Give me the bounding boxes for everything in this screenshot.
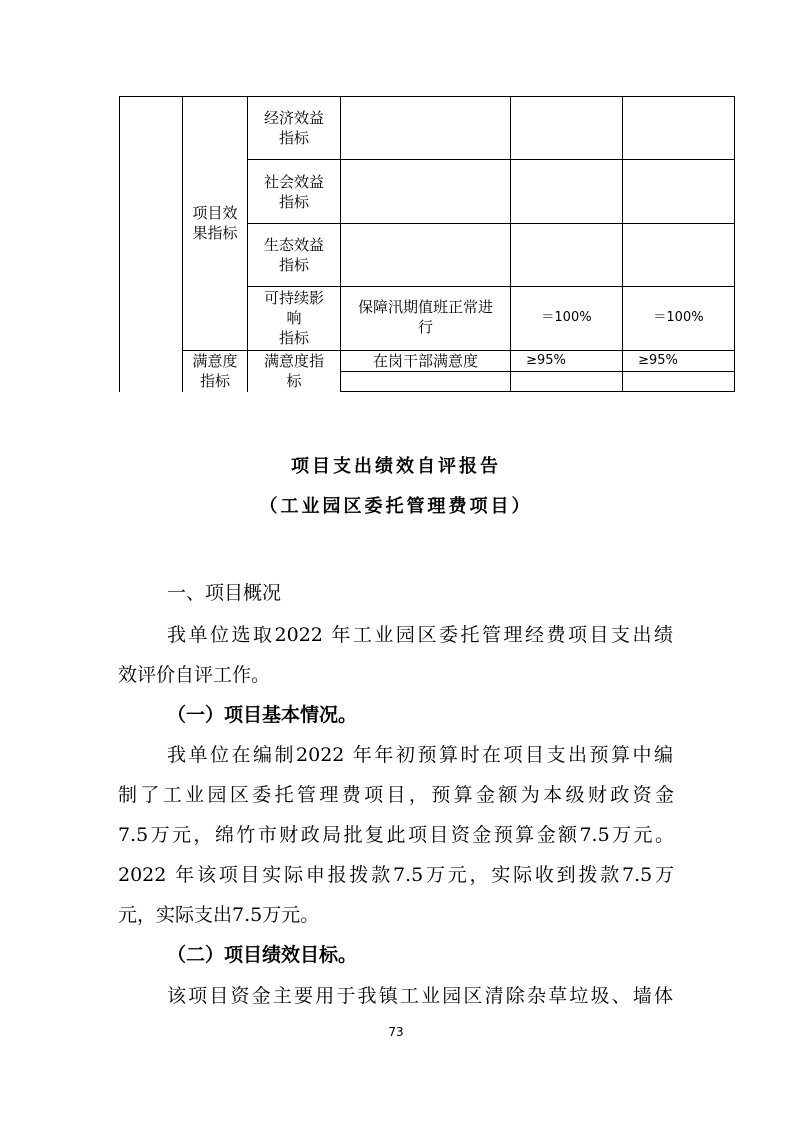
paragraph-2-line-5: 元，实际支出7.5万元。 [118,904,320,926]
satisfaction-target: ≥95% [526,353,566,368]
paragraph-3-line-1: 该项目资金主要用于我镇工业园区清除杂草垃圾、墙体 [167,985,673,1007]
sustainability-content: 保障汛期值班正常进 行 [357,298,493,336]
ecological-benefit-indicator: 生态效益 指标 [263,236,324,274]
subsection-basic-info-heading: （一）项目基本情况。 [167,704,358,726]
satisfaction-actual: ≥95% [638,353,678,368]
paragraph-2-line-3: 7.5万元，绵竹市财政局批复此项目资金预算金额7.5万元。 [118,824,674,846]
satisfaction-indicator: 满意度指 标 [263,352,324,390]
paragraph-2-line-2: 制了工业园区委托管理费项目，预算金额为本级财政资金 [118,784,674,806]
paragraph-2-line-1: 我单位在编制2022 年年初预算时在项目支出预算中编 [167,744,673,766]
paragraph-1-line-2: 效评价自评工作。 [118,664,271,686]
paragraph-2-line-4: 2022 年该项目实际申报拨款7.5万元，实际收到拨款7.5万 [118,864,674,886]
page-number: 73 [388,1025,404,1039]
project-effect-label: 项目效 果指标 [192,204,238,242]
satisfaction-category-label: 满意度 指标 [192,352,238,390]
section-overview-heading: 一、项目概况 [167,582,282,604]
sustainability-indicator: 可持续影 响 指标 [263,289,324,347]
subsection-goals-heading: （二）项目绩效目标。 [167,944,358,966]
satisfaction-content: 在岗干部满意度 [372,352,478,370]
report-title: 项目支出绩效自评报告 [291,456,501,477]
performance-indicator-table [119,96,735,392]
table-grid-lines [119,96,735,392]
report-subtitle: （工业园区委托管理费项目） [259,496,533,517]
economic-benefit-indicator: 经济效益 指标 [263,109,324,147]
social-benefit-indicator: 社会效益 指标 [263,173,324,211]
sustainability-actual: ＝100% [653,310,704,325]
paragraph-1-line-1: 我单位选取2022 年工业园区委托管理经费项目支出绩 [167,624,673,646]
sustainability-target: ＝100% [541,310,592,325]
